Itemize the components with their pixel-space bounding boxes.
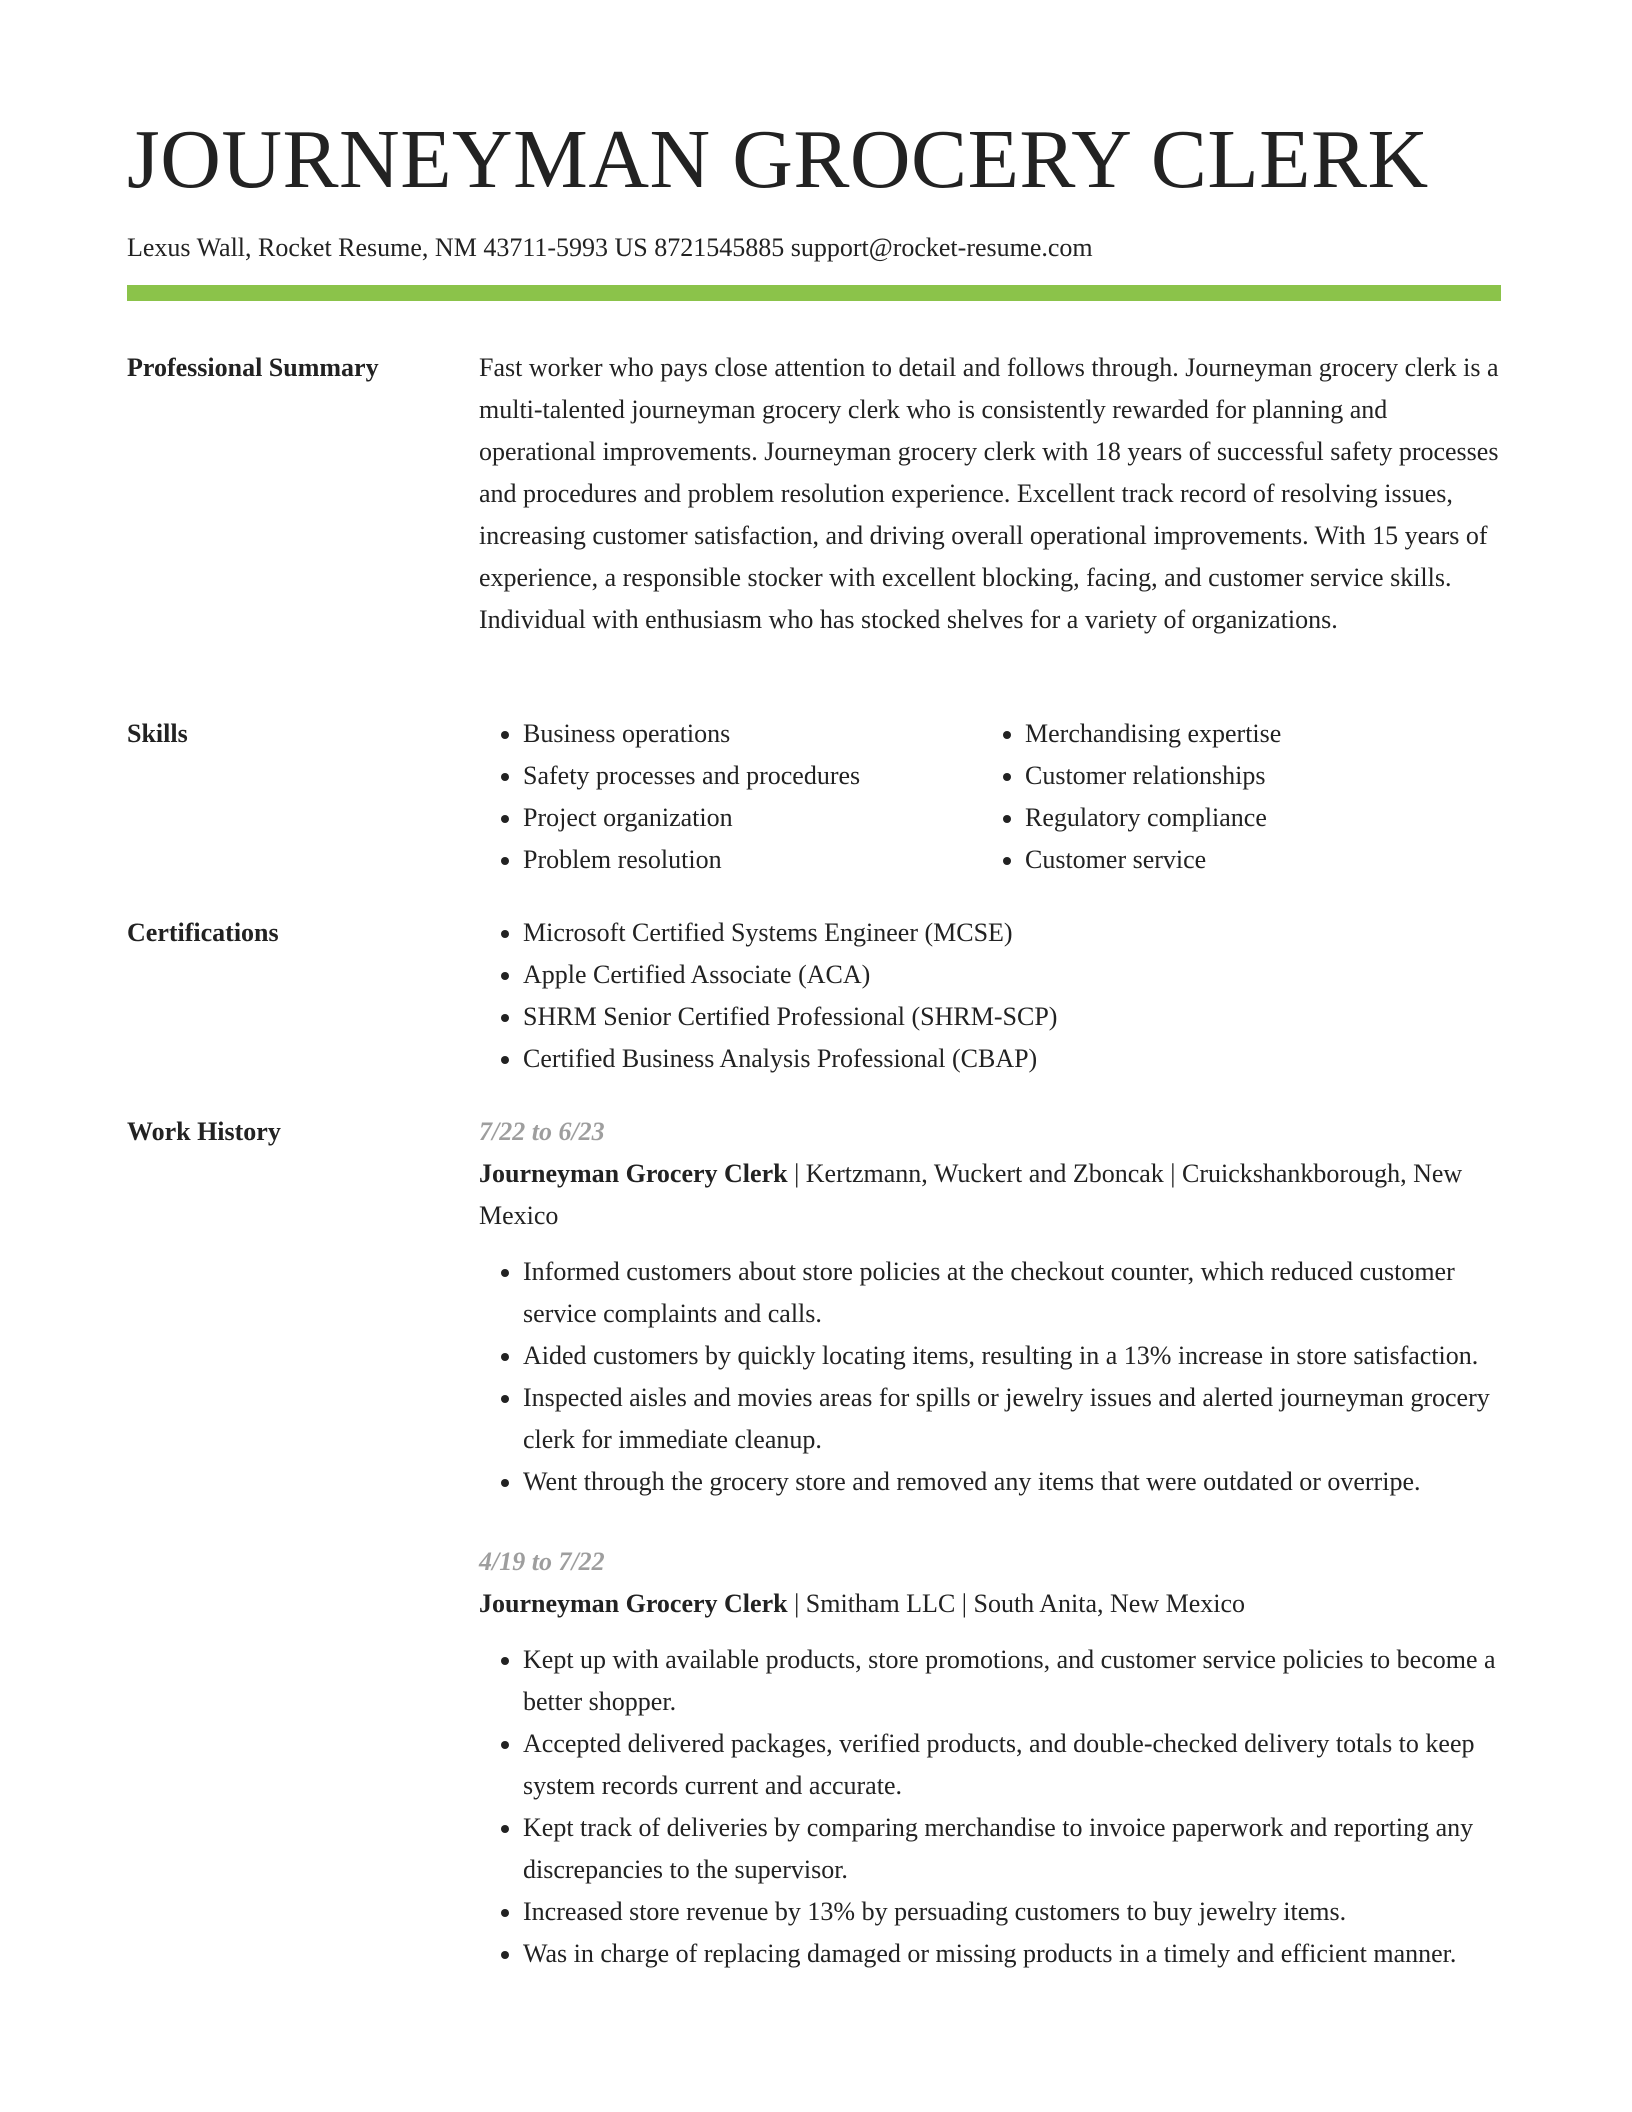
accent-divider — [127, 285, 1501, 301]
skills-grid — [479, 713, 1501, 881]
summary-text: Fast worker who pays close attention to detail and follows through. Journeyman grocery clerk is a multi-talented journeyman grocery clerk who is consistently rewarded for planning and operational improvements. Journeyman grocery clerk with 18 years of successful safety processes and procedures and problem resolution experience. Excellent track record of resolving issues, increasing customer satisfaction, and driving overall operational improvements. With 15 years of experience, a responsible stocker with excellent blocking, facing, and customer service skills. Individual with enthusiasm who has stocked shelves for a variety of organizations. — [479, 353, 1499, 634]
certification-item: • Microsoft Certified Systems Engineer (MCSE) — [523, 912, 1501, 954]
skill-item: • Business operations — [523, 713, 981, 755]
job-bullet: • Aided customers by quickly locating items, resulting in a 13% increase in store satisfaction. — [523, 1335, 1501, 1377]
job-bullet: • Inspected aisles and movies areas for spills or jewelry issues and alerted journeyman grocery clerk for immediate cleanup. — [523, 1377, 1501, 1461]
job-dates: 7/22 to 6/23 — [479, 1117, 605, 1146]
skill-item: • Merchandising expertise — [1025, 713, 1525, 755]
job-entry — [479, 1541, 1501, 1975]
job-bullet: • Increased store revenue by 13% by persuading customers to buy jewelry items. — [523, 1891, 1501, 1933]
certifications-body — [479, 912, 1501, 1080]
job-bullet: • Accepted delivered packages, verified products, and double-checked delivery totals to keep system records current and accurate. — [523, 1723, 1501, 1807]
skill-item: • Safety processes and procedures — [523, 755, 981, 797]
job-heading — [479, 1153, 1501, 1237]
skills-body — [479, 713, 1501, 881]
skill-item: • Project organization — [523, 797, 981, 839]
job-bullet: • Kept track of deliveries by comparing merchandise to invoice paperwork and reporting any discrepancies to the supervisor. — [523, 1807, 1501, 1891]
skills-heading: Skills — [127, 719, 188, 748]
certifications-heading: Certifications — [127, 918, 279, 947]
job-bullets — [479, 1639, 1501, 1975]
job-dates: 4/19 to 7/22 — [479, 1547, 605, 1576]
job-bullet: • Went through the grocery store and removed any items that were outdated or overripe. — [523, 1461, 1501, 1503]
skills-column-2 — [981, 713, 1525, 881]
skill-item: • Problem resolution — [523, 839, 981, 881]
job-heading — [479, 1583, 1501, 1625]
skill-item: • Customer relationships — [1025, 755, 1525, 797]
job-bullet: • Informed customers about store policies at the checkout counter, which reduced customer service complaints and calls. — [523, 1251, 1501, 1335]
skills-column-1 — [479, 713, 981, 881]
skill-item: • Customer service — [1025, 839, 1525, 881]
contact-line: Lexus Wall, Rocket Resume, NM 43711-5993 US 8721545885 support@rocket-resume.com — [127, 233, 1093, 262]
job-entry — [479, 1111, 1501, 1503]
resume-title: JOURNEYMAN GROCERY CLERK — [127, 113, 1429, 206]
certification-item: • Apple Certified Associate (ACA) — [523, 954, 1501, 996]
job-title: Journeyman Grocery Clerk — [479, 1159, 788, 1188]
job-bullet: • Kept up with available products, store promotions, and customer service policies to become a better shopper. — [523, 1639, 1501, 1723]
summary-body — [479, 347, 1501, 641]
summary-heading: Professional Summary — [127, 353, 379, 382]
skill-item: • Regulatory compliance — [1025, 797, 1525, 839]
job-employer-location: | Smitham LLC | South Anita, New Mexico — [787, 1589, 1246, 1618]
job-employer-location: | Kertzmann, Wuckert and Zboncak | Cruickshankborough, New Mexico — [479, 1159, 1463, 1230]
job-bullets — [479, 1251, 1501, 1503]
work-history-heading: Work History — [127, 1117, 281, 1146]
certifications-list — [479, 912, 1501, 1080]
job-title: Journeyman Grocery Clerk — [479, 1589, 788, 1618]
job-bullet: • Was in charge of replacing damaged or missing products in a timely and efficient manner. — [523, 1933, 1501, 1975]
certification-item: • Certified Business Analysis Professional (CBAP) — [523, 1038, 1501, 1080]
certification-item: • SHRM Senior Certified Professional (SHRM-SCP) — [523, 996, 1501, 1038]
work-history-body — [479, 1111, 1501, 1975]
